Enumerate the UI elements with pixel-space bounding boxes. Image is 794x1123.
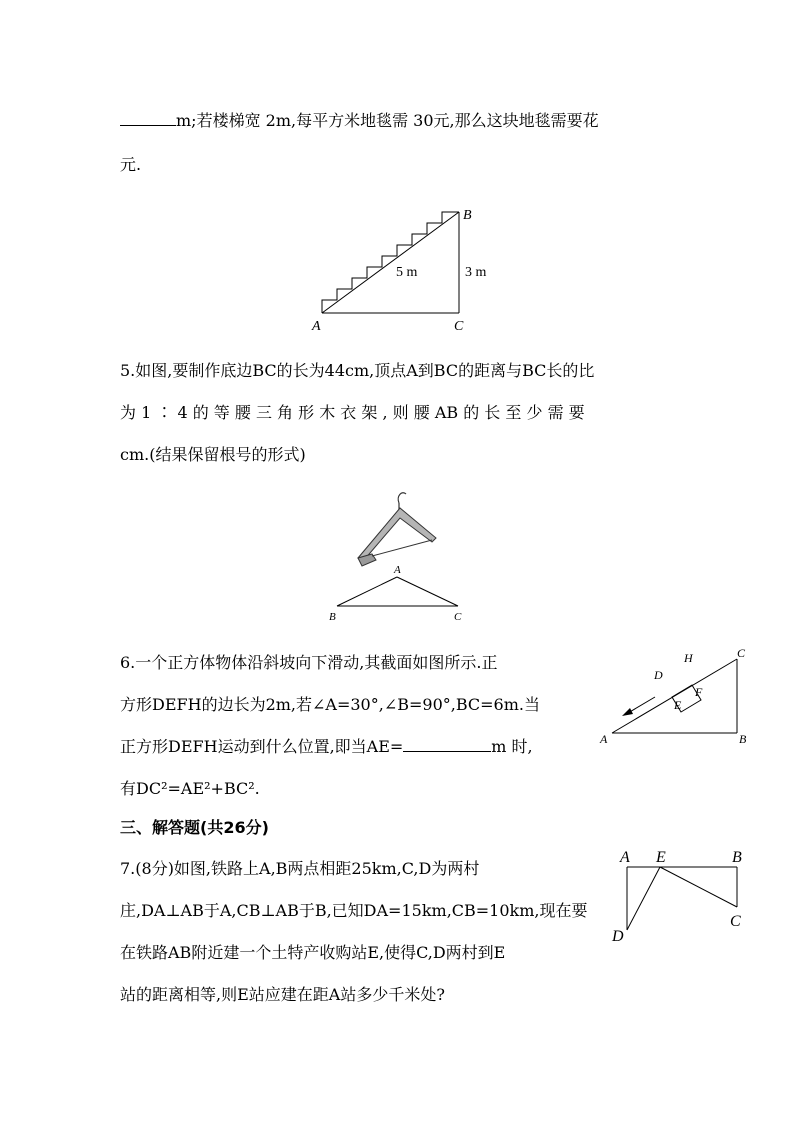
railway-label-b: B bbox=[732, 849, 742, 866]
railway-label-e: E bbox=[656, 849, 666, 866]
slope-label-d: D bbox=[654, 668, 663, 682]
stair-height-label: 3 m bbox=[465, 265, 487, 280]
q7-line-2: 庄,DA⊥AB于A,CB⊥AB于B,已知DA=15km,CB=10km,现在要 bbox=[120, 901, 588, 920]
hanger-label-a: A bbox=[394, 564, 401, 576]
q4-text-2: 元. bbox=[120, 155, 142, 174]
slope-label-f: F bbox=[695, 685, 703, 699]
slope-label-h: H bbox=[684, 651, 693, 665]
q6-line-1: 6.一个正方体物体沿斜坡向下滑动,其截面如图所示.正 bbox=[120, 653, 498, 672]
slope-label-e: E bbox=[674, 698, 682, 712]
railway-label-c: C bbox=[730, 913, 741, 930]
q5-line-1: 5.如图,要制作底边BC的长为44cm,顶点A到BC的距离与BC长的比 bbox=[120, 361, 595, 380]
q6-line-2: 方形DEFH的边长为2m,若∠A=30°,∠B=90°,BC=6m.当 bbox=[120, 695, 540, 714]
hanger-icon bbox=[358, 493, 436, 566]
q6-line-4: 有DC²=AE²+BC². bbox=[120, 779, 260, 798]
q4-line-2 bbox=[120, 152, 141, 175]
q4-text: 若楼梯宽 2m,每平方米地毯需 30元,那么这块地毯需要花 bbox=[196, 111, 599, 130]
slope-label-c: C bbox=[737, 646, 746, 660]
railway-label-d: D bbox=[612, 928, 624, 945]
slope-figure bbox=[595, 640, 760, 750]
q6-line-3-a: 正方形DEFH运动到什么位置,即当AE= bbox=[120, 737, 404, 756]
hanger-label-b: B bbox=[329, 611, 336, 623]
q7-line-3: 在铁路AB附近建一个土特产收购站E,使得C,D两村到E bbox=[120, 943, 506, 962]
section-title: 三、解答题(共26分) bbox=[120, 818, 269, 837]
stair-label-b: B bbox=[463, 208, 472, 223]
q4-line-1 bbox=[120, 108, 599, 131]
hanger-label-c: C bbox=[454, 611, 462, 623]
q5-line-2: 为 1 ∶ 4 的 等 腰 三 角 形 木 衣 架 , 则 腰 AB 的 长 至 少 需 要 bbox=[120, 403, 585, 422]
q7-line-1: 7.(8分)如图,铁路上A,B两点相距25km,C,D为两村 bbox=[120, 859, 480, 878]
hanger-figure bbox=[325, 485, 475, 625]
staircase-figure bbox=[300, 200, 500, 340]
q6-line-3 bbox=[120, 734, 533, 757]
stair-hyp-label: 5 m bbox=[396, 265, 418, 280]
q7-line-4: 站的距离相等,则E站应建在距A站多少千米处? bbox=[120, 985, 445, 1004]
railway-label-a: A bbox=[620, 849, 630, 866]
stair-label-a: A bbox=[312, 319, 321, 334]
q4-unit: m; bbox=[176, 111, 197, 130]
stair-label-c: C bbox=[454, 319, 464, 334]
answer-blank bbox=[120, 111, 176, 126]
q6-line-3-b: m 时, bbox=[491, 737, 533, 756]
slide-arrow-icon bbox=[622, 697, 655, 716]
railway-figure bbox=[605, 840, 765, 950]
slope-label-b: B bbox=[739, 732, 747, 746]
q5-line-3: cm.(结果保留根号的形式) bbox=[120, 445, 306, 464]
slope-label-a: A bbox=[600, 732, 608, 746]
answer-blank bbox=[403, 737, 491, 752]
